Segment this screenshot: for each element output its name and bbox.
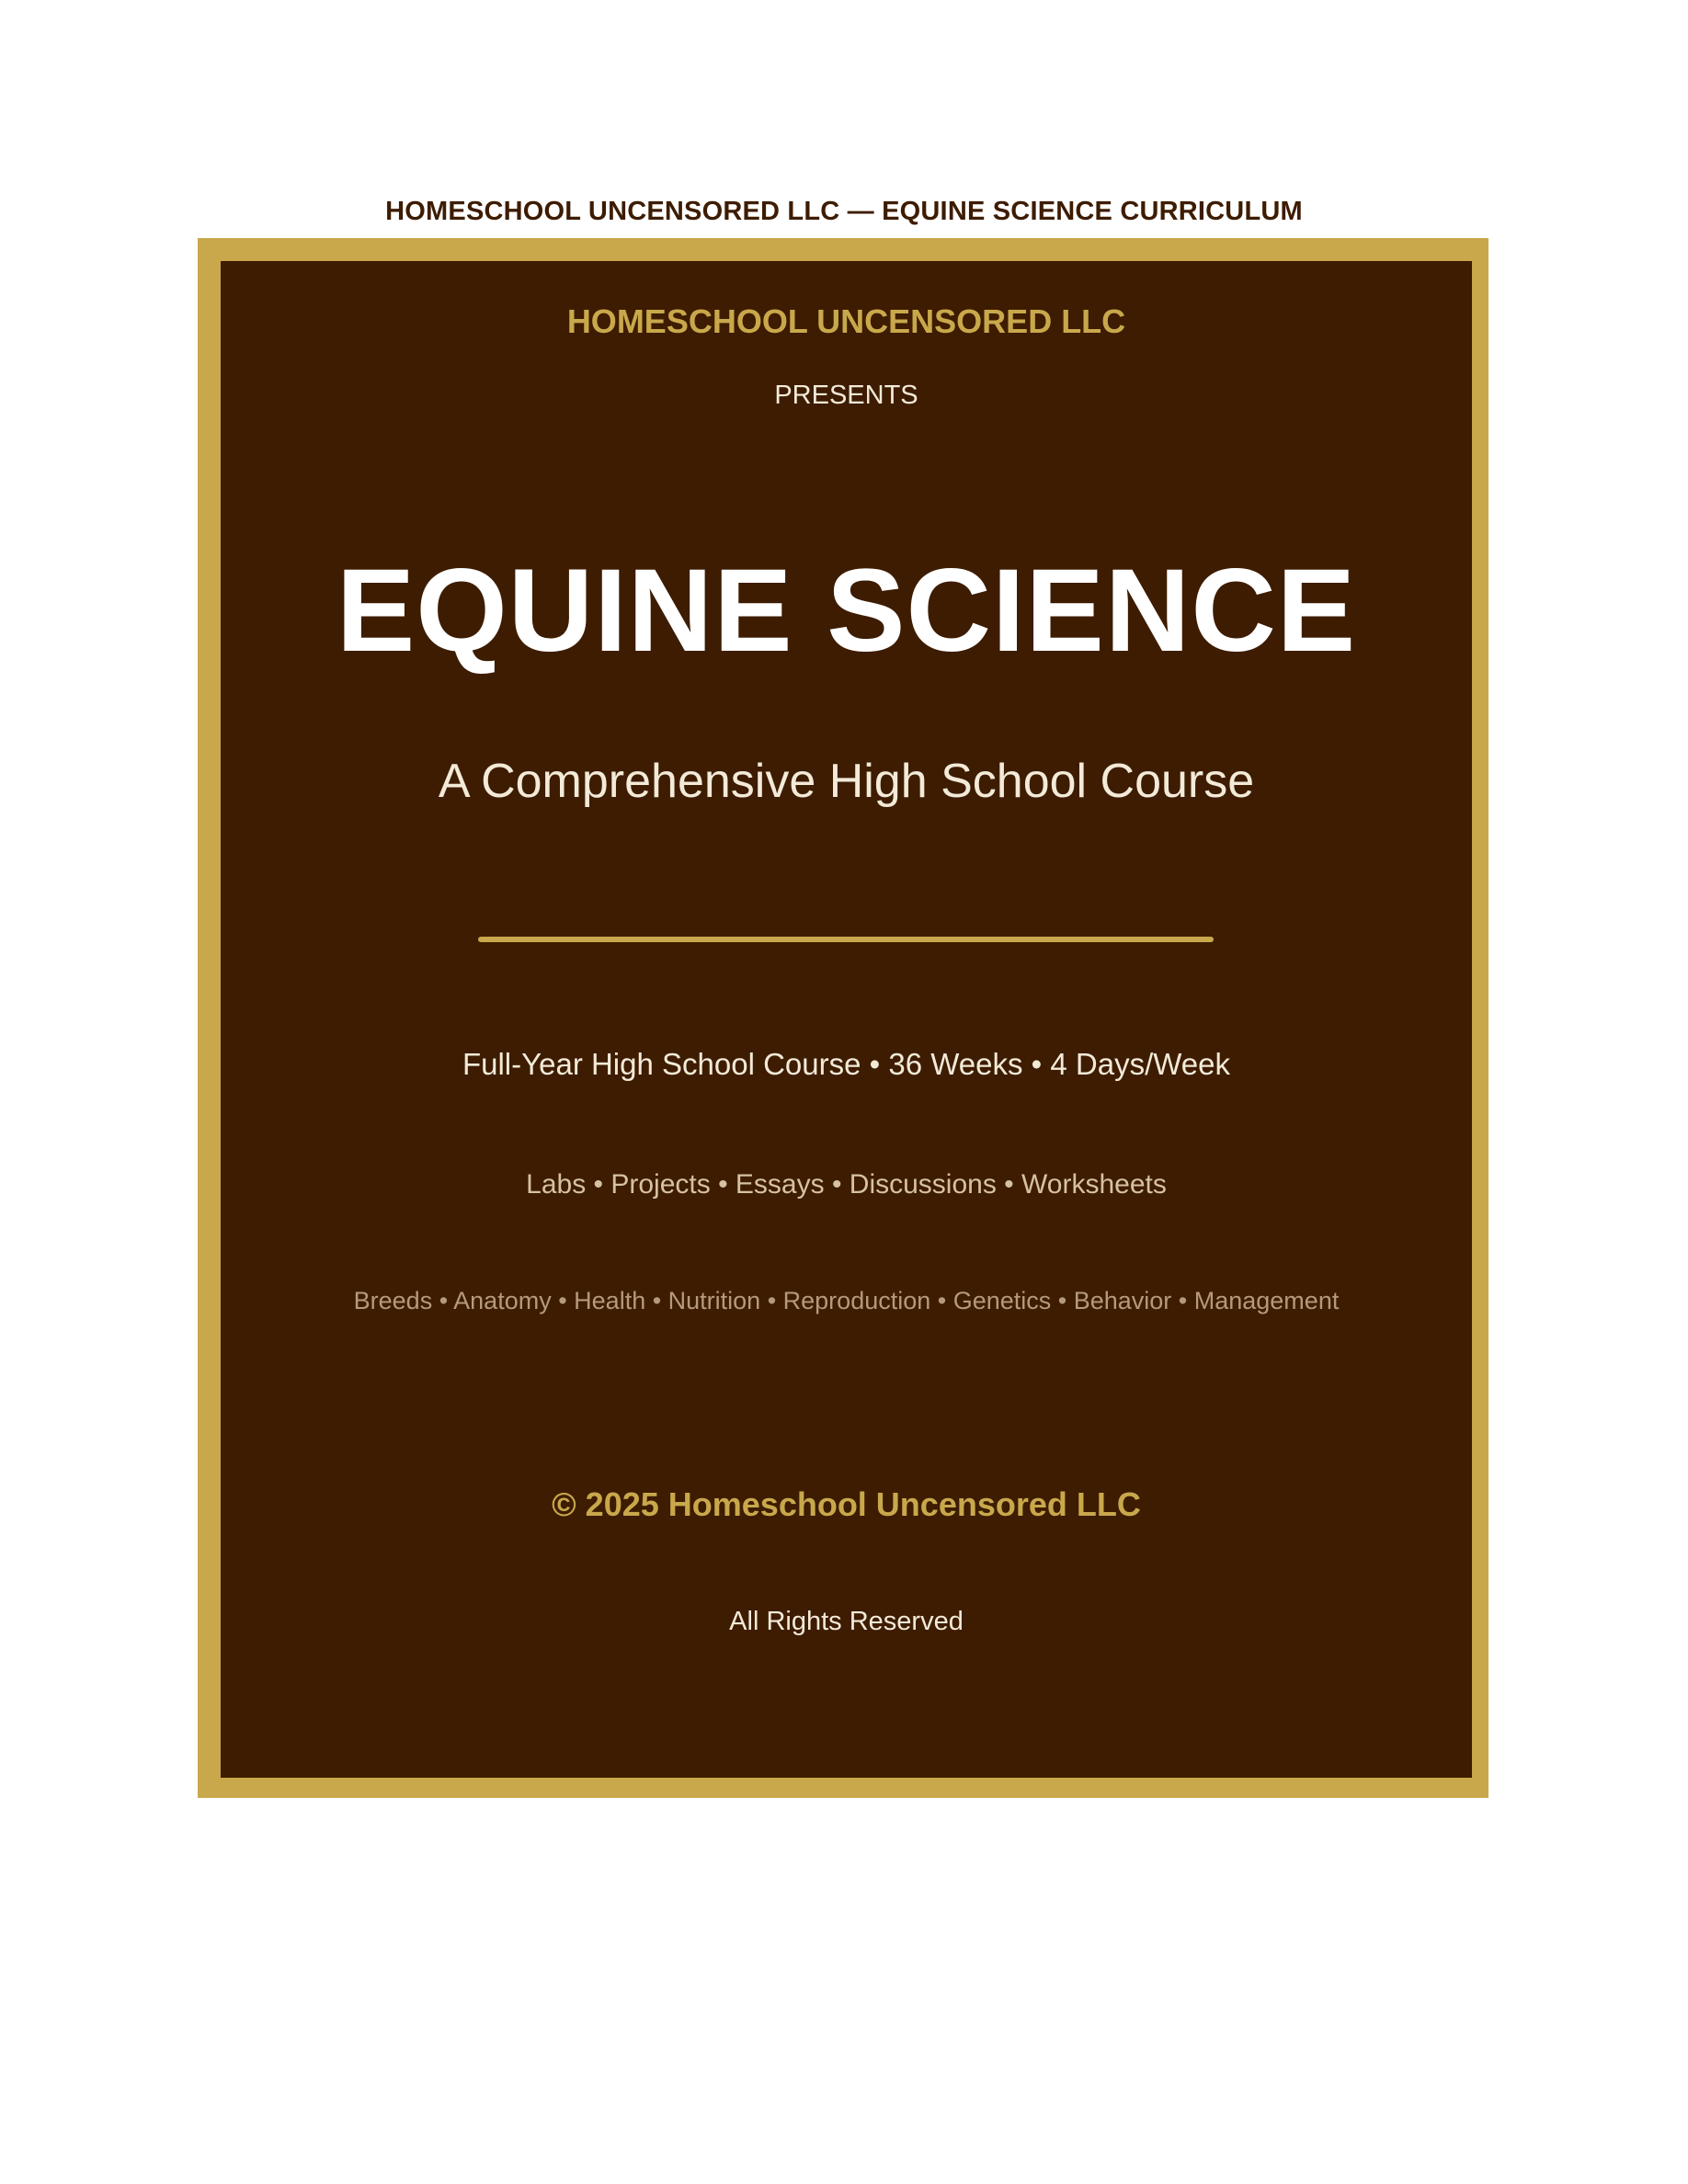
cover-panel bbox=[221, 261, 1472, 1778]
gold-divider bbox=[478, 937, 1214, 942]
course-subtitle: A Comprehensive High School Course bbox=[438, 755, 1255, 808]
course-topics: Breeds • Anatomy • Health • Nutrition • Reproduction • Genetics • Behavior • Management bbox=[353, 1287, 1340, 1314]
rights-reserved: All Rights Reserved bbox=[729, 1607, 964, 1636]
course-schedule: Full-Year High School Course • 36 Weeks • 4 Days/Week bbox=[462, 1047, 1231, 1081]
copyright-notice: © 2025 Homeschool Uncensored LLC bbox=[552, 1485, 1141, 1523]
publisher-name: HOMESCHOOL UNCENSORED LLC bbox=[566, 302, 1126, 340]
course-title: EQUINE SCIENCE bbox=[336, 545, 1357, 677]
presents-label: PRESENTS bbox=[774, 381, 918, 410]
page-header: HOMESCHOOL UNCENSORED LLC — EQUINE SCIENCE CURRICULUM bbox=[385, 197, 1303, 226]
cover-frame bbox=[198, 238, 1488, 1798]
course-components: Labs • Projects • Essays • Discussions • Worksheets bbox=[526, 1169, 1167, 1200]
